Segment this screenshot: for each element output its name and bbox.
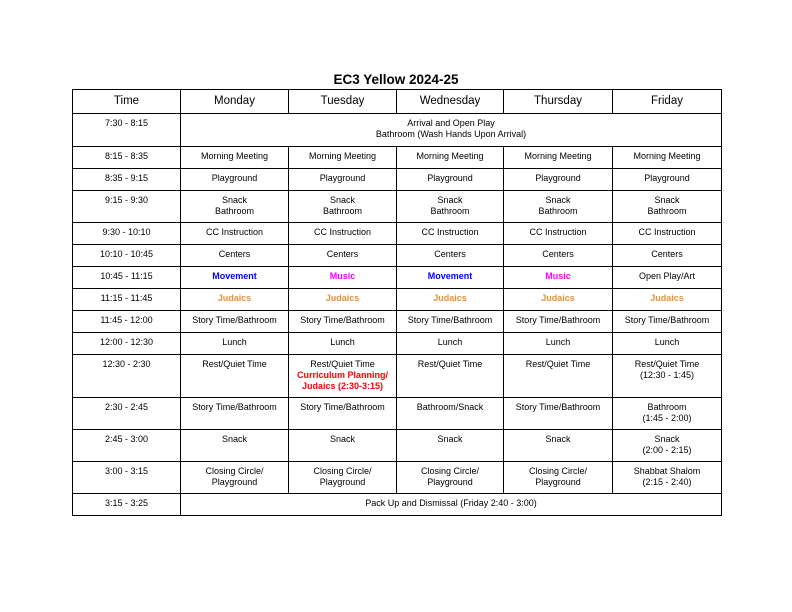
activity-cell-thursday (504, 355, 613, 398)
activity-cell-friday (613, 191, 722, 223)
cell-line: Story Time/Bathroom (407, 315, 493, 325)
cell-line: Lunch (654, 337, 680, 347)
cell-line: Music (545, 271, 571, 281)
cell-line: Snack (329, 195, 355, 205)
activity-cell-tuesday (289, 398, 397, 430)
activity-cell-wednesday (397, 333, 504, 355)
activity-cell-thursday (504, 462, 613, 494)
cell-line: Morning Meeting (416, 151, 484, 161)
cell-line: Playground (211, 173, 258, 183)
page-title: EC3 Yellow 2024-25 (333, 72, 459, 87)
cell-line: Bathroom (322, 206, 363, 216)
cell-line: Movement (427, 271, 473, 281)
cell-line: Judaics (2:30-3:15) (301, 381, 384, 391)
cell-line: Arrival and Open Play (407, 118, 495, 128)
activity-cell-friday (613, 398, 722, 430)
schedule-row (73, 311, 722, 333)
schedule-row (73, 147, 722, 169)
cell-line: Open Play/Art (638, 271, 696, 281)
activity-cell-monday (181, 169, 289, 191)
schedule-row (73, 398, 722, 430)
activity-cell-thursday (504, 311, 613, 333)
cell-line: Playground (427, 477, 473, 487)
cell-line: Closing Circle/ (528, 466, 588, 476)
cell-line: Story Time/Bathroom (515, 315, 601, 325)
cell-line: CC Instruction (313, 227, 372, 237)
cell-line: Bathroom (214, 206, 255, 216)
spanning-cell (181, 114, 722, 147)
cell-line: Playground (319, 477, 366, 487)
cell-line: Bathroom (Wash Hands Upon Arrival) (375, 129, 527, 139)
cell-line: Closing Circle/ (420, 466, 480, 476)
cell-line: Bathroom/Snack (416, 402, 484, 412)
activity-cell-friday (613, 289, 722, 311)
activity-cell-monday (181, 245, 289, 267)
schedule-row (73, 494, 722, 516)
cell-line: Bathroom (538, 206, 578, 216)
schedule-table (72, 89, 722, 516)
time-cell: 7:30 - 8:15 (73, 114, 181, 147)
activity-cell-tuesday (289, 462, 397, 494)
cell-line: Playground (211, 477, 258, 487)
activity-cell-wednesday (397, 191, 504, 223)
activity-cell-tuesday (289, 430, 397, 462)
time-cell: 11:15 - 11:45 (73, 289, 181, 311)
cell-line: Lunch (545, 337, 571, 347)
activity-cell-tuesday (289, 333, 397, 355)
activity-cell-tuesday (289, 169, 397, 191)
schedule-row (73, 289, 722, 311)
time-cell: 11:45 - 12:00 (73, 311, 181, 333)
cell-line: Snack (437, 195, 463, 205)
activity-cell-thursday (504, 147, 613, 169)
header-wednesday: Wednesday (397, 90, 504, 114)
activity-cell-wednesday (397, 355, 504, 398)
time-cell: 3:15 - 3:25 (73, 494, 181, 516)
time-cell: 2:30 - 2:45 (73, 398, 181, 430)
time-cell: 10:45 - 11:15 (73, 267, 181, 289)
cell-line: Snack (329, 434, 355, 444)
cell-line: (2:00 - 2:15) (642, 445, 692, 455)
activity-cell-monday (181, 355, 289, 398)
cell-line: Rest/Quiet Time (202, 359, 267, 369)
activity-cell-wednesday (397, 289, 504, 311)
header-row (73, 90, 722, 114)
schedule-row (73, 245, 722, 267)
schedule-row (73, 430, 722, 462)
activity-cell-wednesday (397, 147, 504, 169)
cell-line: Lunch (222, 337, 247, 347)
activity-cell-thursday (504, 245, 613, 267)
activity-cell-wednesday (397, 430, 504, 462)
cell-line: Movement (212, 271, 257, 281)
activity-cell-monday (181, 398, 289, 430)
cell-line: Closing Circle/ (205, 466, 264, 476)
cell-line: Snack (221, 195, 247, 205)
cell-line: Rest/Quiet Time (310, 359, 375, 369)
cell-line: Centers (326, 249, 359, 259)
activity-cell-wednesday (397, 245, 504, 267)
time-cell: 12:00 - 12:30 (73, 333, 181, 355)
activity-cell-monday (181, 430, 289, 462)
cell-line: Morning Meeting (633, 151, 701, 161)
activity-cell-thursday (504, 398, 613, 430)
activity-cell-friday (613, 169, 722, 191)
schedule-row (73, 223, 722, 245)
cell-line: Rest/Quiet Time (634, 359, 700, 369)
time-cell: 9:15 - 9:30 (73, 191, 181, 223)
cell-line: (2:15 - 2:40) (642, 477, 692, 487)
activity-cell-friday (613, 147, 722, 169)
cell-line: Bathroom (647, 206, 687, 216)
cell-line: Snack (545, 195, 571, 205)
cell-line: Shabbat Shalom (633, 466, 701, 476)
activity-cell-tuesday (289, 355, 397, 398)
activity-cell-wednesday (397, 267, 504, 289)
header-tuesday: Tuesday (289, 90, 397, 114)
spanning-cell (181, 494, 722, 516)
cell-line: Lunch (437, 337, 463, 347)
schedule-row (73, 355, 722, 398)
cell-line: Morning Meeting (200, 151, 269, 161)
activity-cell-wednesday (397, 169, 504, 191)
cell-line: Centers (434, 249, 466, 259)
activity-cell-thursday (504, 267, 613, 289)
activity-cell-tuesday (289, 311, 397, 333)
cell-line: CC Instruction (529, 227, 587, 237)
cell-line: CC Instruction (638, 227, 696, 237)
time-cell: 8:15 - 8:35 (73, 147, 181, 169)
activity-cell-friday (613, 430, 722, 462)
schedule-row (73, 333, 722, 355)
cell-line: Snack (654, 195, 680, 205)
time-cell: 12:30 - 2:30 (73, 355, 181, 398)
cell-line: Lunch (330, 337, 355, 347)
schedule-row (73, 114, 722, 147)
cell-line: CC Instruction (421, 227, 479, 237)
cell-line: Story Time/Bathroom (300, 315, 385, 325)
cell-line: Snack (221, 434, 247, 444)
time-cell: 10:10 - 10:45 (73, 245, 181, 267)
activity-cell-thursday (504, 223, 613, 245)
time-cell: 2:45 - 3:00 (73, 430, 181, 462)
time-cell: 3:00 - 3:15 (73, 462, 181, 494)
cell-line: (1:45 - 2:00) (642, 413, 692, 423)
activity-cell-friday (613, 245, 722, 267)
cell-line: Story Time/Bathroom (300, 402, 385, 412)
cell-line: Judaics (541, 293, 575, 303)
cell-line: Centers (542, 249, 574, 259)
cell-line: Story Time/Bathroom (192, 402, 277, 412)
activity-cell-monday (181, 267, 289, 289)
activity-cell-tuesday (289, 245, 397, 267)
activity-cell-thursday (504, 430, 613, 462)
cell-line: Curriculum Planning/ (296, 370, 388, 380)
header-thursday: Thursday (504, 90, 613, 114)
cell-line: Pack Up and Dismissal (Friday 2:40 - 3:00) (365, 498, 537, 508)
activity-cell-monday (181, 333, 289, 355)
schedule-row (73, 191, 722, 223)
cell-line: Morning Meeting (308, 151, 377, 161)
cell-line: Playground (535, 477, 581, 487)
schedule-row (73, 267, 722, 289)
schedule-row (73, 169, 722, 191)
cell-line: Story Time/Bathroom (624, 315, 710, 325)
header-monday: Monday (181, 90, 289, 114)
cell-line: Rest/Quiet Time (525, 359, 591, 369)
cell-line: Playground (319, 173, 366, 183)
cell-line: Snack (437, 434, 463, 444)
activity-cell-monday (181, 223, 289, 245)
activity-cell-monday (181, 311, 289, 333)
activity-cell-monday (181, 147, 289, 169)
header-time: Time (73, 90, 181, 114)
cell-line: Centers (218, 249, 251, 259)
cell-line: Story Time/Bathroom (515, 402, 601, 412)
activity-cell-wednesday (397, 398, 504, 430)
activity-cell-tuesday (289, 147, 397, 169)
time-cell: 8:35 - 9:15 (73, 169, 181, 191)
cell-line: Centers (651, 249, 683, 259)
activity-cell-monday (181, 289, 289, 311)
activity-cell-tuesday (289, 223, 397, 245)
activity-cell-monday (181, 191, 289, 223)
cell-line: Rest/Quiet Time (417, 359, 483, 369)
activity-cell-tuesday (289, 289, 397, 311)
cell-line: (12:30 - 1:45) (639, 370, 695, 380)
header-friday: Friday (613, 90, 722, 114)
activity-cell-thursday (504, 169, 613, 191)
cell-line: Judaics (433, 293, 467, 303)
activity-cell-friday (613, 355, 722, 398)
activity-cell-friday (613, 267, 722, 289)
activity-cell-thursday (504, 333, 613, 355)
cell-line: Judaics (325, 293, 360, 303)
cell-line: Judaics (217, 293, 252, 303)
cell-line: Bathroom (647, 402, 687, 412)
activity-cell-wednesday (397, 462, 504, 494)
cell-line: Playground (535, 173, 581, 183)
activity-cell-friday (613, 333, 722, 355)
cell-line: Story Time/Bathroom (192, 315, 277, 325)
cell-line: Snack (654, 434, 680, 444)
cell-line: CC Instruction (205, 227, 264, 237)
cell-line: Playground (427, 173, 473, 183)
cell-line: Closing Circle/ (313, 466, 372, 476)
activity-cell-thursday (504, 289, 613, 311)
activity-cell-friday (613, 311, 722, 333)
cell-line: Music (329, 271, 356, 281)
activity-cell-monday (181, 462, 289, 494)
activity-cell-friday (613, 462, 722, 494)
activity-cell-friday (613, 223, 722, 245)
cell-line: Snack (545, 434, 571, 444)
time-cell: 9:30 - 10:10 (73, 223, 181, 245)
activity-cell-wednesday (397, 223, 504, 245)
activity-cell-tuesday (289, 191, 397, 223)
activity-cell-wednesday (397, 311, 504, 333)
cell-line: Morning Meeting (524, 151, 592, 161)
activity-cell-thursday (504, 191, 613, 223)
cell-line: Judaics (650, 293, 684, 303)
cell-line: Bathroom (430, 206, 470, 216)
cell-line: Playground (644, 173, 690, 183)
activity-cell-tuesday (289, 267, 397, 289)
schedule-row (73, 462, 722, 494)
